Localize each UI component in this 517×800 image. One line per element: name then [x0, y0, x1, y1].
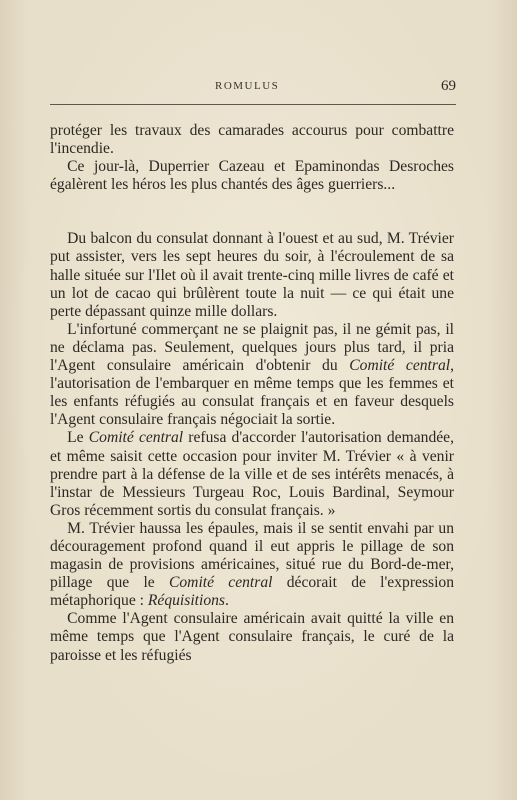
text-run: L'infortuné commerçant ne se plaignit pas, il ne gémit pas, il ne déclama pas. Seulement, quelques jours plus tard, il pria l'Agent consulaire américain d'obtenir du: [50, 320, 454, 375]
text-run: protéger les travaux des camarades accourus pour combattre l'incendie.: [50, 122, 454, 158]
text-run: Comme l'Agent consulaire américain avait quitté la ville en même temps que l'Agent consulaire français, le curé de la paroisse et les réfugiés: [50, 610, 454, 664]
paragraph: [50, 520, 454, 610]
paragraph-continuation: [50, 122, 454, 158]
body-text: [50, 122, 454, 665]
paragraph: [50, 158, 454, 194]
page-header: [50, 78, 456, 96]
paragraph: [50, 610, 454, 664]
text-run: .: [224, 592, 229, 610]
paragraph: [50, 321, 454, 430]
running-title: ROMULUS: [215, 80, 280, 92]
italic-text: Comité central: [88, 429, 184, 447]
text-run: Ce jour-là, Duperrier Cazeau et Epaminondas Desroches égalèrent les héros les plus chantés des âges guerriers...: [50, 158, 454, 194]
text-run: Le: [67, 429, 89, 447]
italic-text: Comité central: [168, 574, 273, 592]
paragraph: [50, 429, 454, 519]
text-run: , l'autorisation de l'embarquer en même temps que les femmes et les enfants réfugiés au consulat français et en faveur desquels l'Agent consulaire français négociait la sortie.: [50, 357, 454, 429]
text-run: Du balcon du consulat donnant à l'ouest et au sud, M. Trévier put assister, vers les sept heures du soir, à l'écroulement de sa halle située sur l'Ilet où il avait trente-cinq mille livres de café et un lot de cacao qui brûlèrent toute la nuit — ce qui était une perte dépassant quinze mille dollars.: [50, 230, 454, 320]
text-run: refusa d'accorder l'autorisation demandée, et même saisit cette occasion pour inviter M. Trévier « à venir prendre part à la défense de la ville et de ses intérêts menacés, à l'instar de Messieurs Turgeau Roc, Louis Bardinal, Seymour Gros récemment sortis du consulat français. »: [50, 429, 454, 519]
text-run: décorait de l'expression métaphorique :: [50, 574, 455, 610]
italic-text: Réquisitions: [147, 592, 225, 610]
page-number: 69: [441, 78, 456, 94]
paragraph-section-start: [50, 230, 454, 320]
italic-text: Comité central: [349, 357, 451, 375]
text-run: M. Trévier haussa les épaules, mais il se sentit envahi par un découragement profond quand il eut appris le pillage de son magasin de provisions américaines, situé rue du Bord-de-mer, pillage que le: [50, 519, 454, 592]
header-rule: [50, 104, 456, 105]
